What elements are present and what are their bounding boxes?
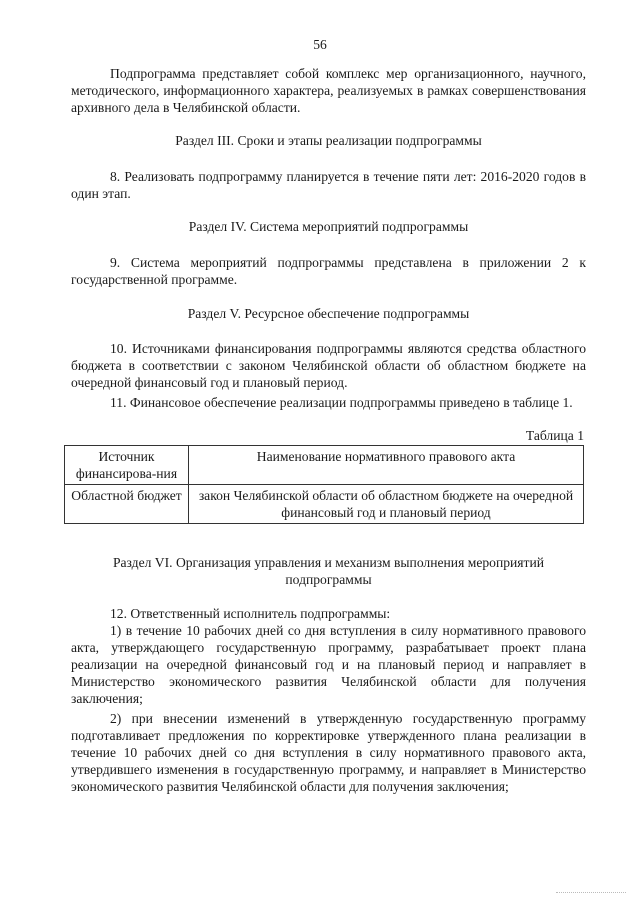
table-header-source: Источник финансирова-ния (65, 446, 189, 485)
table-caption: Таблица 1 (525, 428, 584, 443)
table-cell-source: Областной бюджет (65, 485, 189, 524)
section-6-title-line-2: подпрограммы (285, 572, 372, 587)
section-4-title: Раздел IV. Система мероприятий подпрограммы (188, 219, 469, 234)
table-cell-act: закон Челябинской области об областном бюджете на очередной финансовый год и плановый период (189, 485, 584, 524)
table-row (65, 485, 584, 524)
paragraph-10: 10. Источниками финансирования подпрограммы являются средства областного бюджета в соответствии с законом Челябинской области об областном бюджете на очередной финансовый год и плановый период. (71, 341, 586, 390)
financing-table (64, 445, 584, 524)
section-3-title: Раздел III. Сроки и этапы реализации подпрограммы (175, 133, 482, 148)
paragraph-11: 11. Финансовое обеспечение реализации подпрограммы приведено в таблице 1. (110, 395, 573, 410)
paragraph-12: 12. Ответственный исполнитель подпрограммы: (110, 606, 391, 621)
section-6-title-line-1: Раздел VI. Организация управления и механизм выполнения мероприятий (112, 555, 545, 570)
intro-paragraph: Подпрограмма представляет собой комплекс мер организационного, научного, методического, информационного характера, реализуемых в рамках совершенствования архивного дела в Челябинской области. (71, 66, 586, 115)
scan-artifact-line (556, 892, 626, 894)
paragraph-9: 9. Система мероприятий подпрограммы представлена в приложении 2 к государственной программе. (71, 255, 586, 287)
paragraph-12-item-2: 2) при внесении изменений в утвержденную государственную программу подготавливает предложения по корректировке утвержденного плана реализации в течение 10 рабочих дней со дня вступления в силу нормативного правового акта, утвердившего изменения в государственную программу, и направляет в Министерство экономического развития Челябинской области для получения заключения; (71, 711, 586, 794)
table-header-act: Наименование нормативного правового акта (189, 446, 584, 485)
section-5-title: Раздел V. Ресурсное обеспечение подпрограммы (187, 306, 470, 321)
paragraph-12-item-1: 1) в течение 10 рабочих дней со дня вступления в силу нормативного правового акта, утверждающего государственную программу, разрабатывает проект плана реализации на очередной финансовый год и на плановый период и направляет в Министерство экономического развития Челябинской области для получения заключения; (71, 623, 586, 706)
page-number: 56 (313, 37, 327, 52)
table-header-row (65, 446, 584, 485)
paragraph-8: 8. Реализовать подпрограмму планируется в течение пяти лет: 2016-2020 годов в один этап. (71, 169, 586, 201)
